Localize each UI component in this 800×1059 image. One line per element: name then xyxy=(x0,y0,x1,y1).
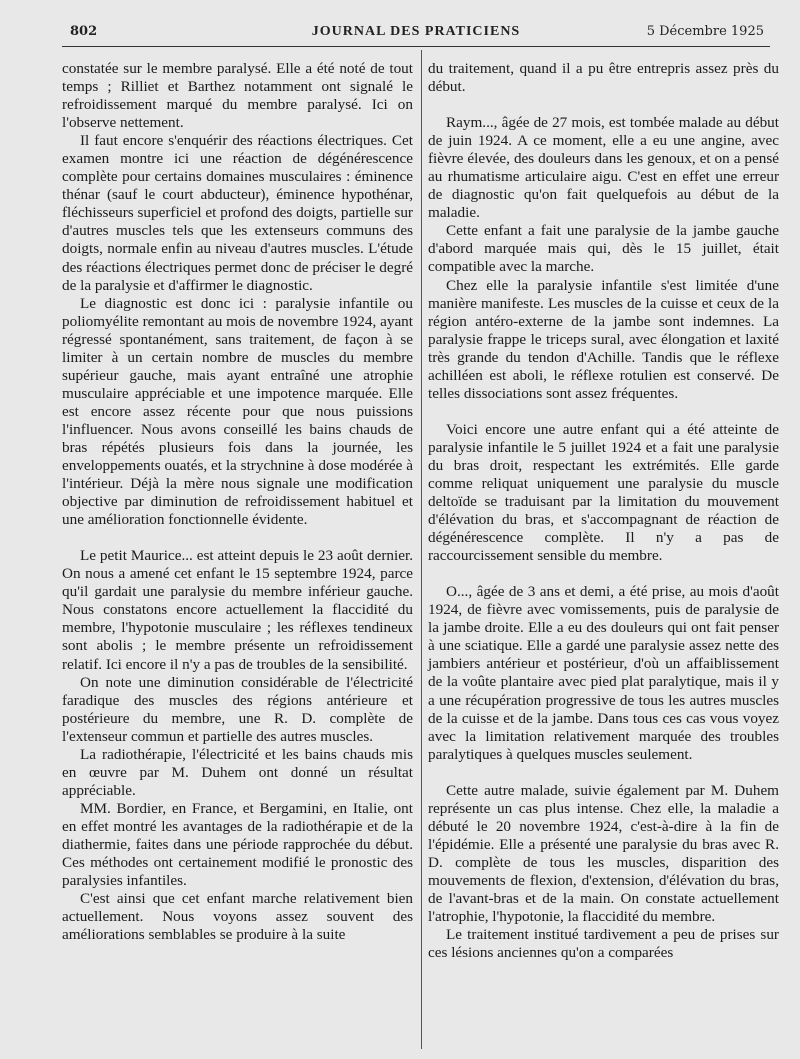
paragraph: Cette enfant a fait une paralysie de la jambe gauche d'abord marquée mais qui, dès le 15 juillet, était compatible avec la marche. xyxy=(428,222,779,276)
header-rule xyxy=(62,46,770,47)
paragraph: Cette autre malade, suivie également par M. Duhem représente un cas plus intense. Chez elle, la maladie a débuté le 20 novembre 1924, c'est-à-dire à la fin de l'épidémie. Elle a présenté une paralysie du bras avec R. D. complète de tous les muscles, disparition des mouvements de flexion, d'extension, d'élévation du bras, de l'avant-bras et de la main. On constate actuellement l'atrophie, l'hypotonie, la flaccidité du membre. xyxy=(428,781,779,926)
paragraph: Raym..., âgée de 27 mois, est tombée malade au début de juin 1924. A ce moment, elle a eu une angine, avec fièvre élevée, des douleurs dans les genoux, et on a pensé au rhumatisme articulaire aigu. C'est en effet une erreur de diagnostic qu'on fait quelquefois au début de la maladie. xyxy=(428,114,779,222)
paragraph: Chez elle la paralysie infantile s'est limitée d'une manière manifeste. Les muscles de la cuisse et ceux de la région antéro-externe de la jambe sont indemnes. La paralysie frappe le triceps sural, avec élongation et laxité très grande du tendon d'Achille. Tandis que le réflexe achilléen est aboli, le réflexe rotulien est conservé. De telles dissociations sont assez fréquentes. xyxy=(428,276,779,402)
paragraph: C'est ainsi que cet enfant marche relativement bien actuellement. Nous voyons assez souvent des améliorations semblables se produire à la suite xyxy=(62,890,413,944)
paragraph: Il faut encore s'enquérir des réactions électriques. Cet examen montre ici une réaction de dégénérescence complète pour certains domaines musculaires : éminence thénar (sauf le court abducteur), éminence hypothénar, fléchisseurs superficiel et profond des doigts, partielle sur d'autres muscles tels que les extenseurs communs des doigts, normale enfin au niveau d'autres muscles. L'étude des réactions électriques permet donc de préciser le degré de la paralysie et d'affirmer le diagnostic. xyxy=(62,132,413,294)
page-header xyxy=(62,22,770,44)
paragraph: Le petit Maurice... est atteint depuis le 23 août dernier. On nous a amené cet enfant le 15 septembre 1924, parce qu'il gardait une paralysie du membre inférieur gauche. Nous constatons encore actuellement la flaccidité du membre, l'hypotonie musculaire ; les réflexes tendineux sont abolis ; le membre présente un refroidissement relatif. Ici encore il n'y a pas de troubles de la sensibilité. xyxy=(62,547,413,673)
paragraph: On note une diminution considérable de l'électricité faradique des muscles des régions antérieure et postérieure du membre, une R. D. complète de l'extenseur commun et partielle des autres muscles. xyxy=(62,673,413,745)
column-divider xyxy=(421,50,422,1049)
right-column xyxy=(428,60,779,962)
paragraph: La radiothérapie, l'électricité et les bains chauds mis en œuvre par M. Duhem ont donné un résultat appréciable. xyxy=(62,745,413,799)
left-column xyxy=(62,60,413,944)
paragraph: MM. Bordier, en France, et Bergamini, en Italie, ont en effet montré les avantages de la radiothérapie et de la diathermie, faites dans une période rapprochée du début. Ces méthodes ont certainement modifié le pronostic des paralysies infantiles. xyxy=(62,799,413,890)
paragraph: Le traitement institué tardivement a peu de prises sur ces lésions anciennes qu'on a comparées xyxy=(428,926,779,962)
paragraph: Le diagnostic est donc ici : paralysie infantile ou poliomyélite remontant au mois de novembre 1924, ayant régressé spontanément, sans traitement, de façon à se limiter à un certain nombre de muscles du membre supérieur gauche, mais ayant entraîné une atrophie musculaire appréciable et une impotence marquée. Elle est encore assez récente pour que nous puissions l'influencer. Nous avons conseillé les bains chauds de bras répétés plusieurs fois dans la journée, les enveloppements ouatés, et la strychnine à dose modérée à l'intérieur. Déjà la mère nous signale une modification objective par diminution de refroidissement habituel et une amélioration fonctionnelle évidente. xyxy=(62,294,413,529)
paragraph: Voici encore une autre enfant qui a été atteinte de paralysie infantile le 5 juillet 1924 et a fait une paralysie du bras droit, respectant les extrémités. Elle garde comme reliquat uniquement une paralysie du muscle deltoïde se traduisant par la limitation du mouvement d'élévation du bras, et s'accompagnant de réaction de dégénérescence complète. Il n'y a pas de raccourcissement sensible du membre. xyxy=(428,420,779,565)
journal-title: JOURNAL DES PRATICIENS xyxy=(311,24,521,39)
paragraph: constatée sur le membre paralysé. Elle a été noté de tout temps ; Rilliet et Barthez notamment ont signalé le refroidissement marqué du membre paralysé. Ici on l'observe nettement. xyxy=(62,60,413,132)
paragraph: O..., âgée de 3 ans et demi, a été prise, au mois d'août 1924, de fièvre avec vomissements, puis de paralysie de la jambe droite. Elle a eu des douleurs qui ont fait penser à une sciatique. Elle a gardé une paralysie assez nette des jambiers antérieur et postérieur, d'où un affaiblissement de la voûte plantaire avec pied plat paralytique, mais il y a une récupération progressive de tous les autres muscles de la cuisse et de la jambe. Dans tous ces cas vous voyez avec la limitation relativement marquée des troubles paralytiques à quelques muscles seulement. xyxy=(428,583,779,763)
paragraph: du traitement, quand il a pu être entrepris assez près du début. xyxy=(428,60,779,96)
issue-date: 5 Décembre 1925 xyxy=(646,24,764,39)
page-number: 802 xyxy=(70,24,98,39)
